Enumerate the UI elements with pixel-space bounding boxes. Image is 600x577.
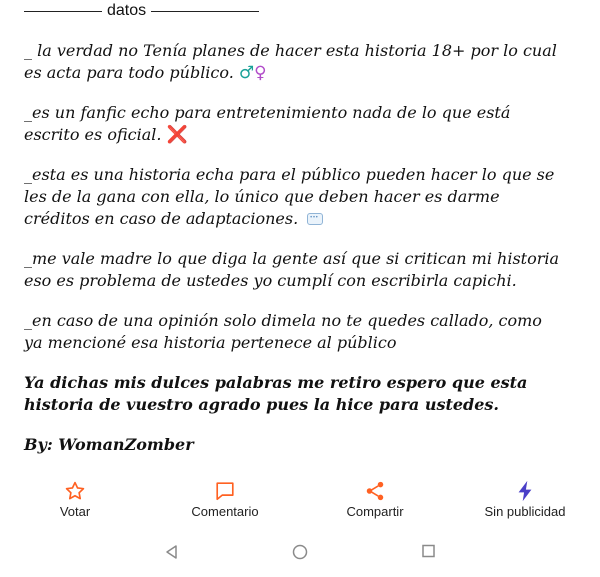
paragraph-1-text: _ la verdad no Tenía planes de hacer esta historia 18+ por lo cual es acta para todo público. [24, 41, 557, 82]
paragraph-2-text: _es un fanfic echo para entretenimiento nada de lo que está escrito es oficial. [24, 103, 511, 144]
star-icon [64, 480, 86, 502]
comment-button[interactable] [185, 472, 265, 519]
vote-button[interactable] [45, 472, 105, 519]
story-action-bar [0, 472, 600, 528]
paragraph-1 [24, 40, 564, 84]
section-header [24, 0, 264, 22]
share-icon [364, 480, 386, 502]
share-label: Compartir [346, 504, 404, 519]
ad-free-button[interactable] [480, 472, 570, 519]
paragraph-4 [24, 248, 564, 292]
share-button[interactable] [340, 472, 410, 519]
vote-label: Votar [59, 504, 91, 519]
comment-icon [213, 480, 237, 502]
male-sign-icon: ♂ [238, 63, 255, 83]
speech-bubble-icon [307, 213, 323, 225]
divider-left [24, 11, 102, 12]
section-title: datos [107, 2, 147, 19]
paragraph-3 [24, 164, 564, 230]
recent-apps-icon[interactable] [421, 544, 437, 560]
system-navigation-bar [0, 538, 600, 568]
female-sign-icon: ♀ [254, 63, 267, 83]
paragraph-3-text: _esta es una historia echa para el público pueden hacer lo que se les de la gana con ella, lo único que deben hacer es darme créditos en caso de adaptaciones. [24, 165, 555, 228]
cross-mark-icon: ❌ [166, 125, 188, 145]
closing-paragraph: Ya dichas mis dulces palabras me retiro espero que esta historia de vuestro agrado pues la hice para ustedes. [24, 373, 528, 414]
paragraph-4-text: _me vale madre lo que diga la gente así que si critican mi historia eso es problema de ustedes yo cumplí con escribirla capichi. [24, 249, 560, 290]
paragraph-2 [24, 102, 564, 146]
back-icon[interactable] [164, 544, 180, 560]
paragraph-5-text: _en caso de una opinión solo dimela no te quedes callado, como ya mencioné esa historia pertenece al público [24, 311, 542, 352]
signature: By: WomanZomber [24, 435, 194, 454]
lightning-icon [515, 480, 535, 502]
divider-right [151, 11, 259, 12]
ad-free-label: Sin publicidad [484, 504, 566, 519]
home-icon[interactable] [291, 544, 309, 562]
paragraph-5 [24, 310, 564, 354]
comment-label: Comentario [191, 504, 259, 519]
